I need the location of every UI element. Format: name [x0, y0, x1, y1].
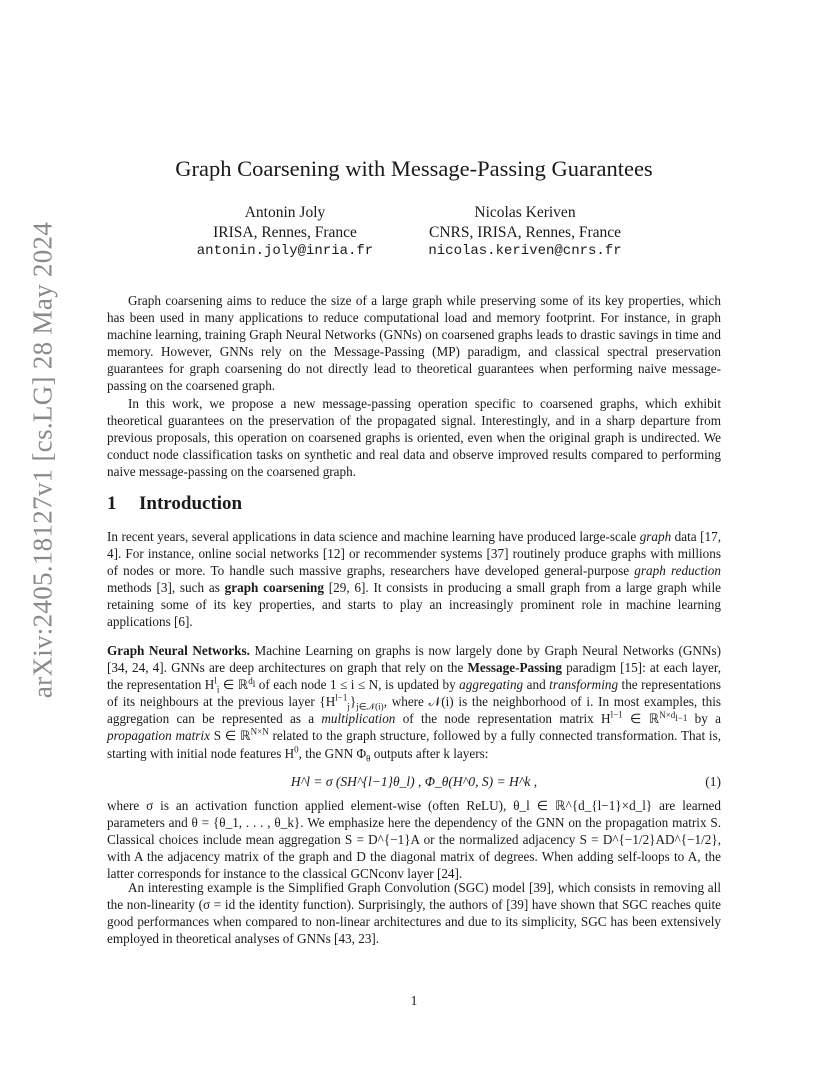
gnn-emphasis: propagation matrix	[107, 728, 210, 744]
gnn-emphasis: multiplication	[321, 711, 396, 727]
equation-1	[107, 774, 721, 790]
author-block-2	[400, 203, 650, 262]
equation-body: H^l = σ (SH^{l−1}θ_l) , Φ_θ(H^0, S) = H^k ,	[290, 774, 538, 789]
intro-emphasis: graph reduction	[634, 563, 721, 579]
author-email[interactable]: antonin.joly@inria.fr	[196, 243, 374, 259]
author-affiliation: CNRS, IRISA, Rennes, France	[428, 223, 622, 241]
paper-title: Graph Coarsening with Message-Passing Guarantees	[175, 156, 653, 181]
section-title: Introduction	[139, 493, 243, 514]
gnn-text: of the node representation matrix H	[395, 711, 611, 727]
page-number: 1	[410, 993, 418, 1008]
arxiv-identifier-stamp: arXiv:2405.18127v1 [cs.LG] 28 May 2024	[27, 221, 58, 699]
post-equation-text: where σ is an activation function applied element-wise (often ReLU), θ_l ∈ ℝ^{d_{l−1}×d_l} are learned parameters and θ = {θ_1, . . . , θ_k}. We emphasize here the dependency of the GNN on the propagation matrix S. Classical choices include mean aggregation S = D^{−1}A or the normalized adjacency S = D^{−1/2}AD^{−1/2}, with A the adjacency matrix of the graph and D the diagonal matrix of degrees. When adding self-loops to A, the latter corresponds for instance to the classical GCNconv layer [24].	[107, 798, 721, 882]
gnn-text: and	[523, 677, 550, 693]
section-number: 1	[107, 493, 117, 514]
gnn-text: }	[349, 694, 357, 710]
gnn-paragraph: Graph Neural Networks. Machine Learning on graphs is now largely done by Graph Neural Networks (GNNs) [34, 24, 4]. GNNs are deep architectures on graph that rely on the Message-Passing paradigm [15]: at each layer, the representation $H^l_i$ ∈ ℝ$^{d_l}$ of each node 1 ≤ i ≤ N, is updated by aggregating and transforming the representations of its neighbours at the previous layer $\{H^{l-1}_j\}_{j\in 𝒩(i)}$, where 𝒩(i) is the neighborhood of i. In most examples, this aggregation can be represented as a multiplication of the node representation matrix $H^{l-1}$ ∈ ℝ$^{N\times d_{l-1}}$ by a propagation matrix S ∈ ℝ$^{N\times N}$ related to the graph structure, followed by a fully connected transformation. That is, starting with initial node features $H^0$, the GNN $\Phi_\theta$ outputs after k layers:	[107, 643, 722, 764]
author-affiliation: IRISA, Rennes, France	[213, 223, 357, 241]
gnn-text: outputs after k layers:	[370, 745, 489, 761]
author-name: Nicolas Keriven	[474, 204, 576, 221]
sgc-paragraph	[107, 879, 721, 947]
post-equation-paragraph	[107, 797, 721, 882]
intro-text: methods [3], such as	[107, 580, 225, 596]
intro-text: In recent years, several applications in data science and machine learning have produced large-scale	[107, 529, 640, 544]
abstract	[107, 292, 721, 480]
gnn-emphasis: aggregating	[459, 677, 524, 693]
intro-paragraph	[107, 528, 721, 631]
gnn-emphasis: transforming	[549, 677, 619, 693]
intro-bold-term: graph coarsening	[224, 580, 324, 596]
gnn-text: of each node 1 ≤ i ≤ N, is updated by	[255, 677, 460, 693]
gnn-text: , the GNN Φ	[298, 745, 367, 761]
gnn-text: ∈ ℝ	[219, 677, 249, 693]
author-name: Antonin Joly	[244, 204, 326, 221]
author-email[interactable]: nicolas.keriven@cnrs.fr	[428, 243, 622, 259]
gnn-text: , where 𝒩(i) is the neighborhood of i. In most examples, this aggregation can be represented as a	[107, 694, 721, 727]
gnn-text: Machine Learning on graphs is now largely done by Graph Neural Networks (GNNs) [34, 24, 4]. GNNs are deep architectures on graph that rely on the	[107, 643, 721, 676]
section-heading-introduction	[107, 493, 242, 515]
gnn-text: related to the graph structure, followed by a fully connected transformation. That is, starting with initial node features H	[107, 728, 721, 761]
intro-emphasis: graph	[639, 529, 672, 544]
gnn-text: ∈ ℝ	[622, 711, 660, 727]
gnn-text: paradigm [15]: at each layer, the representation H	[107, 660, 721, 693]
gnn-text: S ∈ ℝ	[209, 728, 251, 744]
equation-number: (1)	[705, 774, 721, 789]
abstract-paragraph-1: Graph coarsening aims to reduce the size of a large graph while preserving some of its key properties, which has been used in many applications to reduce computational load and memory footprint. For instance, in graph machine learning, training Graph Neural Networks (GNNs) on coarsened graphs leads to drastic savings in time and memory. However, GNNs rely on the Message-Passing (MP) paradigm, and classical spectral preservation guarantees for graph coarsening do not directly lead to theoretical guarantees when performing naive message-passing on the coarsened graph.	[107, 293, 721, 394]
sgc-text: An interesting example is the Simplified Graph Convolution (SGC) model [39], which consists in removing all the non-linearity (σ = id the identity function). Surprisingly, the authors of [39] have shown that SGC reaches quite good performances when compared to non-linear architectures and due to its simplicity, SGC has been extensively employed in theoretical analyses of GNNs [43, 23].	[107, 880, 721, 947]
intro-text: data [17, 4]. For instance, online social networks [12] or recommender systems [37] routinely produce graphs with millions of nodes or more. To handle such massive graphs, researchers have developed general-purpose	[107, 529, 721, 579]
gnn-text: by a	[687, 711, 722, 727]
intro-text: [29, 6]. It consists in producing a small graph from a large graph while retaining some of its key properties, and starts to play an increasingly prominent role in machine learning applications [6].	[107, 580, 721, 630]
gnn-text: the representations of its neighbours at the previous layer {H	[107, 677, 721, 710]
abstract-paragraph-2: In this work, we propose a new message-passing operation specific to coarsened graphs, which exhibit theoretical guarantees on the preservation of the propagated signal. Interestingly, and in a sharp departure from previous proposals, this operation on coarsened graphs is oriented, even when the original graph is undirected. We conduct node classification tasks on synthetic and real data and observe improved results compared to performing naive message-passing on the coarsened graph.	[107, 395, 721, 479]
author-block-1	[180, 203, 390, 262]
gnn-run-in-heading: Graph Neural Networks.	[107, 643, 250, 658]
gnn-bold-term: Message-Passing	[467, 660, 562, 676]
